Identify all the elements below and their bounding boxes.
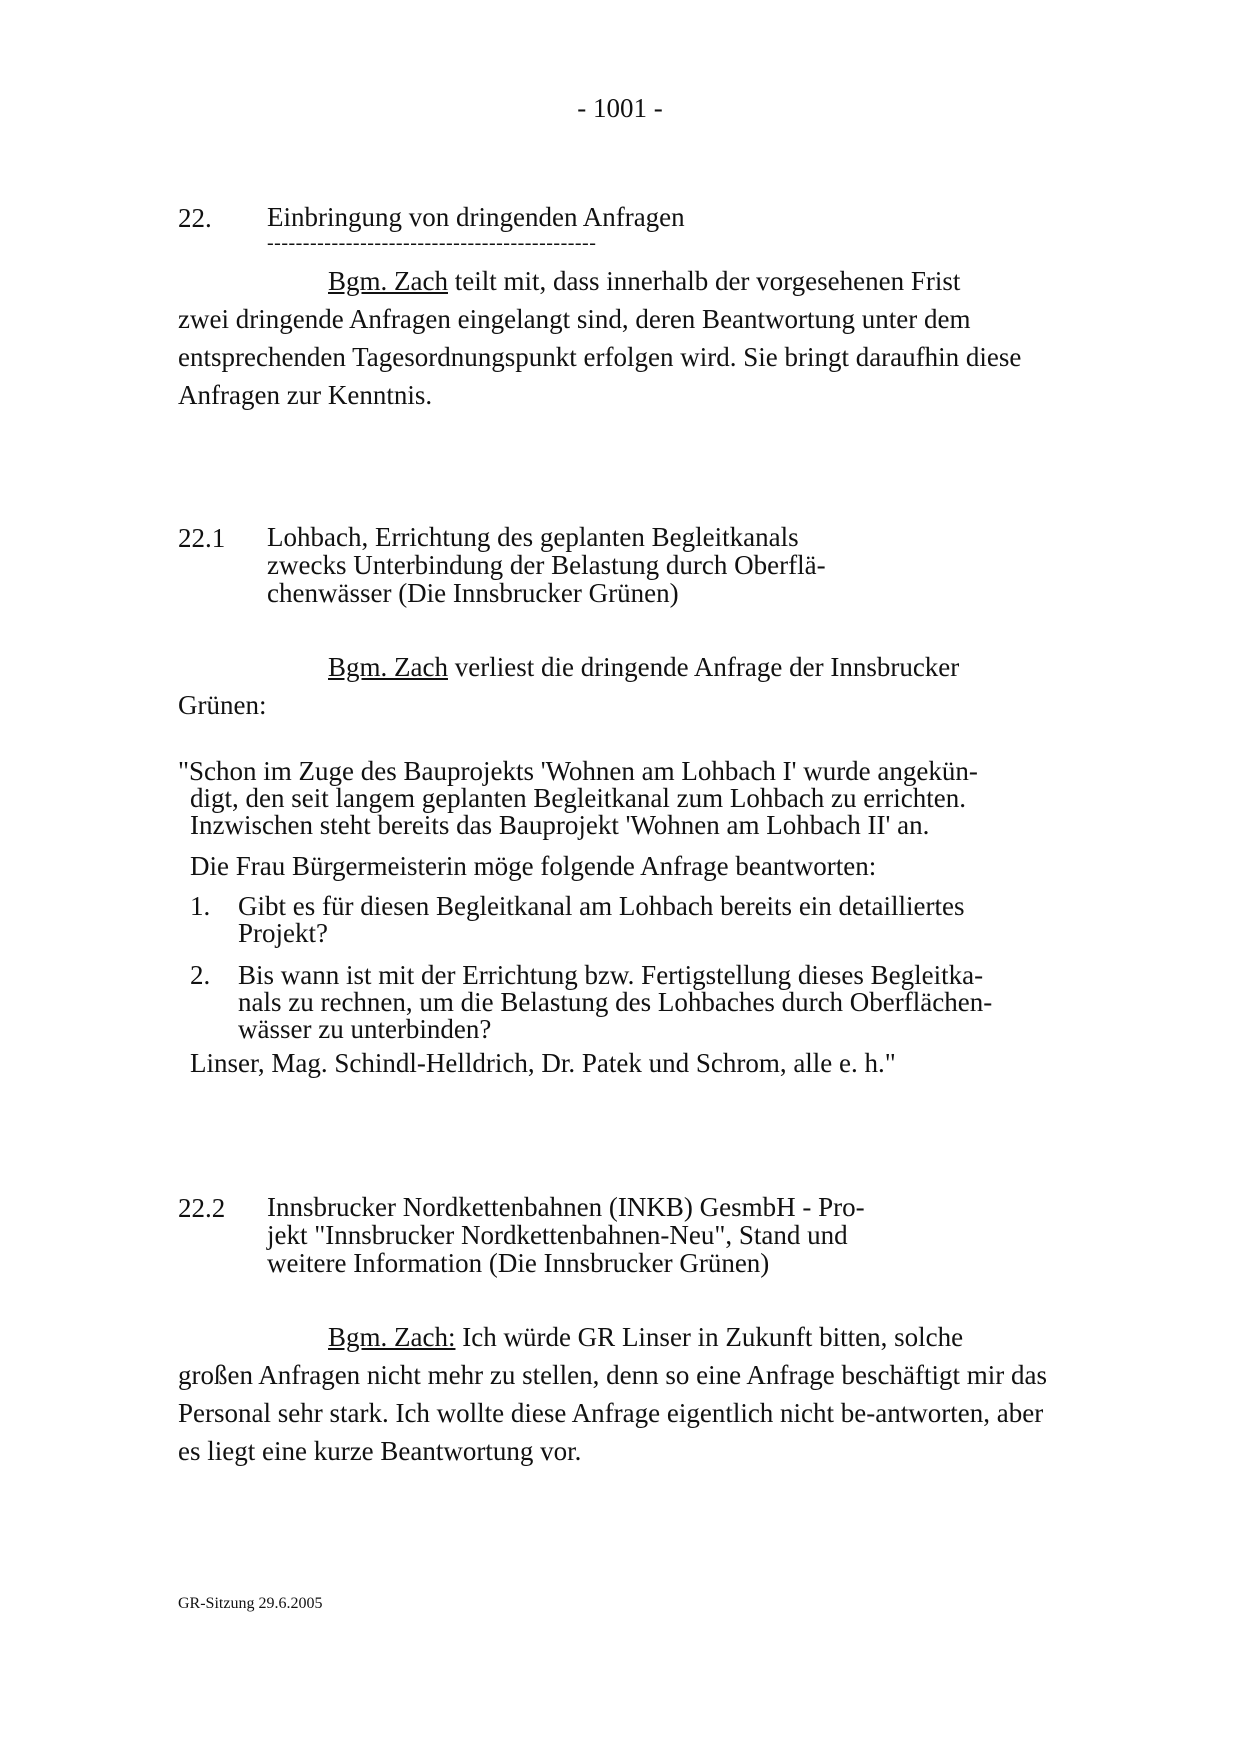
title-line: zwecks Unterbindung der Belastung durch Oberflä- (267, 550, 826, 580)
section-22-number: 22. (178, 203, 212, 233)
section-22-text-line1: teilt mit, dass innerhalb der vorgesehenen Frist (447, 266, 961, 296)
list-item (190, 893, 1110, 949)
footer: GR-Sitzung 29.6.2005 (178, 1595, 323, 1612)
section-22-1-number: 22.1 (178, 523, 226, 553)
section-22-2-text-rest: großen Anfragen nicht mehr zu stellen, denn so eine Anfrage beschäftigt mir das Personal sehr stark. Ich wollte diese Anfrage eigentlich nicht be-antworten, aber es liegt eine kurze Beantwortung vor. (178, 1360, 1047, 1466)
section-22-text-rest: zwei dringende Anfragen eingelangt sind, deren Beantwortung unter dem entsprechenden Tagesordnungspunkt erfolgen wird. Sie bringt daraufhin diese Anfragen zur Kenntnis. (178, 304, 1022, 410)
list-number: 1. (190, 891, 211, 921)
list-number: 2. (190, 960, 211, 990)
speaker-name: Bgm. Zach (328, 652, 448, 682)
section-22-first-line (178, 262, 1068, 300)
list-line: nals zu rechnen, um die Belastung des Lohbaches durch Oberflächen- (238, 987, 993, 1017)
list-line: Bis wann ist mit der Errichtung bzw. Fertigstellung dieses Begleitka- (238, 960, 984, 990)
section-22-1-intro-line1 (328, 648, 959, 686)
section-22-2-paragraph (178, 1318, 1058, 1470)
title-line: chenwässer (Die Innsbrucker Grünen) (267, 578, 679, 608)
section-22-2-first-line (178, 1318, 1058, 1356)
list-line: wässer zu unterbinden? (238, 1014, 492, 1044)
section-22-paragraph (178, 262, 1068, 414)
section-22-title: Einbringung von dringenden Anfragen (267, 202, 685, 232)
list-text (238, 893, 1098, 947)
section-22-2-number: 22.2 (178, 1193, 226, 1223)
quote-block (178, 758, 1078, 839)
intro-text: verliest die dringende Anfrage der Innsbrucker (447, 652, 960, 682)
list-line: Projekt? (238, 918, 328, 948)
quote-line: Inzwischen steht bereits das Bauprojekt 'Wohnen am Lohbach II' an. (190, 810, 930, 840)
title-line: jekt "Innsbrucker Nordkettenbahnen-Neu", Stand und (267, 1220, 848, 1250)
request-line: Die Frau Bürgermeisterin möge folgende Anfrage beantworten: (190, 851, 877, 881)
section-22-1-intro-line2: Grünen: (178, 690, 267, 720)
section-22-2-title (267, 1193, 987, 1277)
quote-line: "Schon im Zuge des Bauprojekts 'Wohnen am Lohbach I' wurde angekün- (178, 756, 978, 786)
title-line: Innsbrucker Nordkettenbahnen (INKB) GesmbH - Pro- (267, 1192, 865, 1222)
list-line: Gibt es für diesen Begleitkanal am Lohbach bereits ein detailliertes (238, 891, 965, 921)
title-line: Lohbach, Errichtung des geplanten Begleitkanals (267, 522, 799, 552)
section-22-1-title (267, 523, 967, 607)
title-line: weitere Information (Die Innsbrucker Grünen) (267, 1248, 770, 1278)
list-text (238, 962, 1098, 1043)
section-22-underline: ---------------------------------------------- (267, 232, 597, 254)
signature-line: Linser, Mag. Schindl-Helldrich, Dr. Patek und Schrom, alle e. h." (190, 1048, 896, 1078)
section-22-2-text-line1: Ich würde GR Linser in Zukunft bitten, solche (455, 1322, 964, 1352)
page-number: - 1001 - (577, 93, 663, 123)
speaker-name: Bgm. Zach (328, 266, 448, 296)
speaker-name: Bgm. Zach: (328, 1322, 456, 1352)
list-item (190, 962, 1110, 1046)
quote-line: digt, den seit langem geplanten Begleitkanal zum Lohbach zu errichten. (190, 783, 966, 813)
